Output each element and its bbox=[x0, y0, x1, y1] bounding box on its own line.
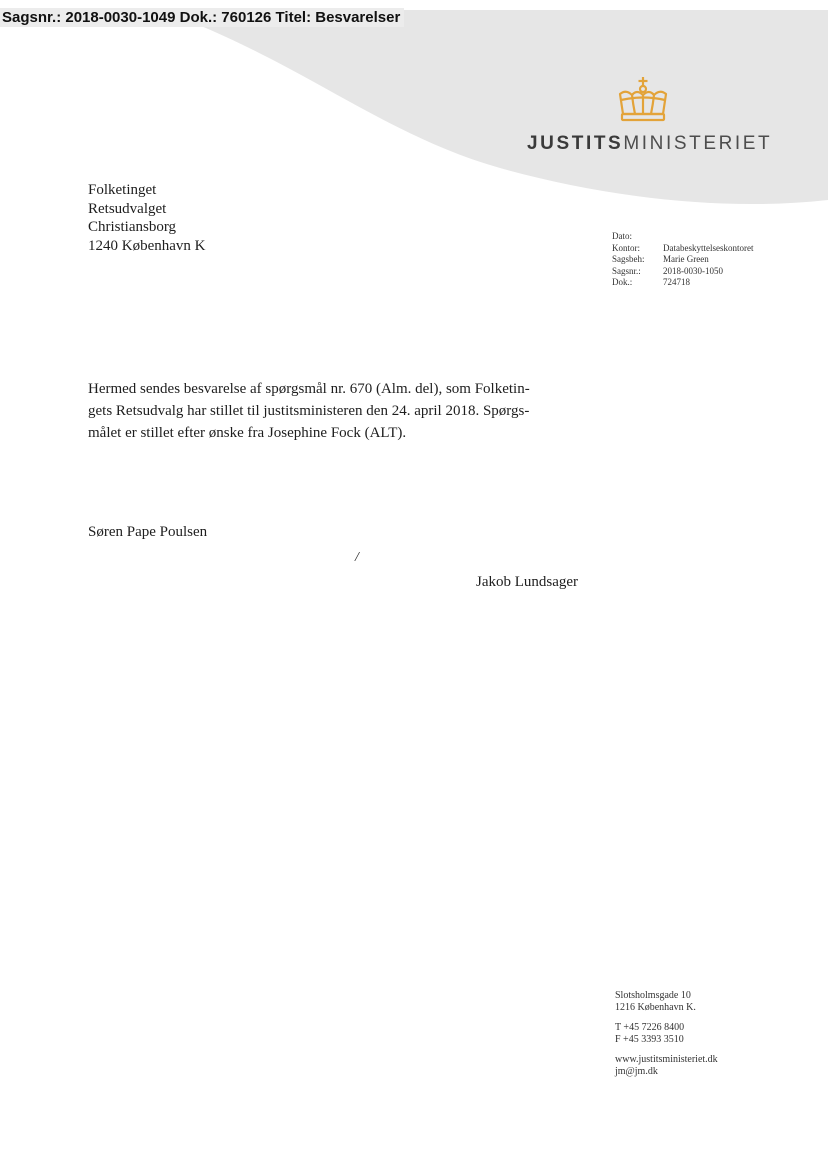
recipient-line: 1240 København K bbox=[88, 237, 206, 254]
footer-website: www.justitsministeriet.dk bbox=[615, 1054, 718, 1065]
crown-logo-icon bbox=[615, 76, 671, 124]
meta-key: Dok.: bbox=[612, 277, 633, 287]
ministry-contact-footer bbox=[615, 990, 718, 1086]
meta-key: Dato: bbox=[612, 231, 632, 241]
meta-value: Databeskyttelseskontoret bbox=[663, 242, 754, 253]
ministry-name-light: MINISTERIET bbox=[623, 133, 773, 154]
footer-address-line: Slotsholmsgade 10 bbox=[615, 990, 691, 1001]
ministry-name bbox=[527, 133, 772, 155]
letter-body bbox=[88, 378, 608, 444]
body-line: Hermed sendes besvarelse af spørgsmål nr. 670 (Alm. del), som Folketin- bbox=[88, 381, 530, 397]
meta-row-date bbox=[612, 231, 753, 243]
meta-row-caseworker bbox=[612, 254, 753, 266]
footer-web-email bbox=[615, 1054, 718, 1077]
signature-minister: Søren Pape Poulsen bbox=[88, 524, 208, 540]
meta-row-office bbox=[612, 243, 753, 255]
meta-value: Marie Green bbox=[663, 254, 709, 264]
meta-row-document bbox=[612, 277, 753, 289]
recipient-address bbox=[88, 181, 205, 255]
signature-official: Jakob Lundsager bbox=[476, 574, 579, 590]
footer-email: jm@jm.dk bbox=[615, 1065, 658, 1077]
recipient-line: Retsudvalget bbox=[88, 200, 167, 217]
footer-address-line: 1216 København K. bbox=[615, 1001, 696, 1013]
meta-key: Kontor: bbox=[612, 242, 640, 253]
body-line: målet er stillet efter ønske fra Josephine Fock (ALT). bbox=[88, 425, 407, 441]
recipient-line: Folketinget bbox=[88, 182, 157, 198]
meta-value: 724718 bbox=[663, 277, 690, 287]
meta-value: 2018-0030-1050 bbox=[663, 265, 723, 276]
body-line: gets Retsudvalg har stillet til justitsministeren den 24. april 2018. Spørgs- bbox=[88, 403, 530, 419]
meta-row-case-number bbox=[612, 266, 753, 278]
recipient-line: Christiansborg bbox=[88, 219, 177, 235]
document-header-stamp: Sagsnr.: 2018-0030-1049 Dok.: 760126 Titel: Besvarelser bbox=[0, 8, 404, 27]
ministry-name-bold: JUSTITS bbox=[527, 133, 624, 154]
footer-phone: T +45 7226 8400 bbox=[615, 1022, 685, 1033]
footer-address bbox=[615, 990, 718, 1013]
case-metadata bbox=[612, 231, 753, 289]
signature-mark: / bbox=[355, 550, 359, 565]
meta-key: Sagsbeh: bbox=[612, 254, 645, 264]
footer-fax: F +45 3393 3510 bbox=[615, 1033, 684, 1045]
meta-key: Sagsnr.: bbox=[612, 265, 641, 276]
footer-phone-fax bbox=[615, 1022, 718, 1045]
